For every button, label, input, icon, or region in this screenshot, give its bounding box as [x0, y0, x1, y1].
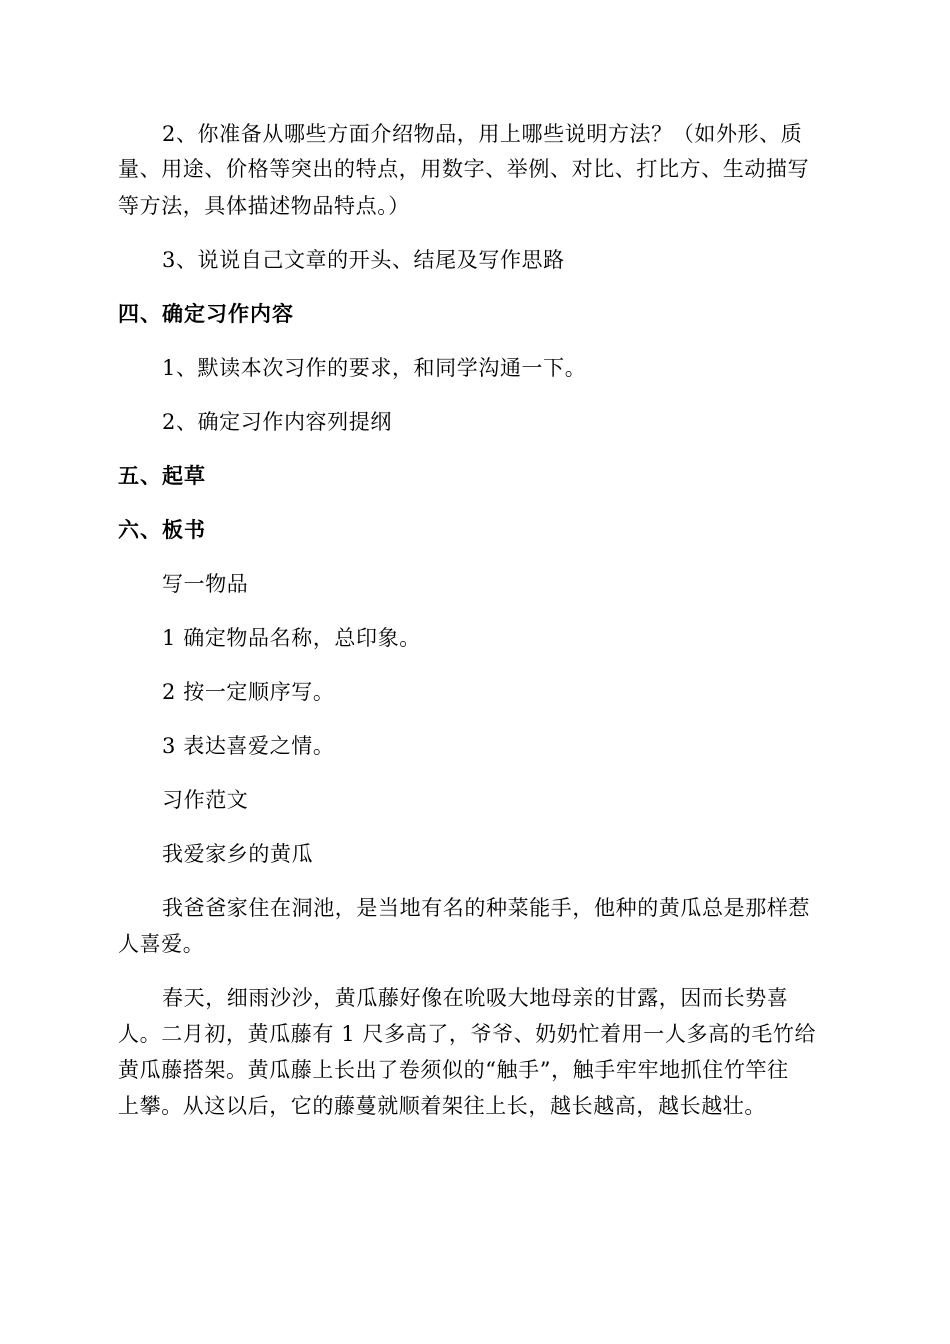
section-heading-4: 四、确定习作内容 [118, 302, 294, 326]
paragraph-question-2-line-3: 等方法，具体描述物品特点。） [118, 194, 410, 218]
paragraph-question-2-line-2: 量、用途、价格等突出的特点，用数字、举例、对比、打比方、生动描写 [118, 157, 810, 181]
essay-paragraph-2-line-1: 春天，细雨沙沙，黄瓜藤好像在吮吸大地母亲的甘露，因而长势喜 [162, 986, 789, 1010]
section-heading-6: 六、板书 [118, 518, 206, 542]
essay-paragraph-1-line-2: 人喜爱。 [118, 932, 205, 956]
board-point-2: 2 按一定顺序写。 [162, 680, 335, 704]
essay-paragraph-2-line-2: 人。二月初，黄瓜藤有 1 尺多高了，爷爷、奶奶忙着用一人多高的毛竹给 [118, 1022, 817, 1046]
essay-paragraph-2-line-4: 上攀。从这以后，它的藤蔓就顺着架往上长，越长越高，越长越壮。 [118, 1094, 766, 1118]
board-title: 写一物品 [162, 572, 249, 596]
sample-essay-label: 习作范文 [162, 788, 249, 812]
board-point-3: 3 表达喜爱之情。 [162, 734, 335, 758]
list-item-read-requirements: 1、默读本次习作的要求，和同学沟通一下。 [162, 356, 587, 380]
essay-paragraph-1-line-1: 我爸爸家住在洞池，是当地有名的种菜能手，他种的黄瓜总是那样惹 [162, 896, 810, 920]
section-heading-5: 五、起草 [118, 464, 206, 488]
board-point-1: 1 确定物品名称，总印象。 [162, 626, 421, 650]
essay-paragraph-2-line-3: 黄瓜藤搭架。黄瓜藤上长出了卷须似的“触手”，触手牢牢地抓住竹竿往 [118, 1058, 789, 1082]
list-item-outline: 2、确定习作内容列提纲 [162, 410, 392, 434]
paragraph-question-2-line-1: 2、你准备从哪些方面介绍物品，用上哪些说明方法？（如外形、质 [162, 122, 803, 146]
essay-title: 我爱家乡的黄瓜 [162, 842, 314, 866]
paragraph-question-3: 3、说说自己文章的开头、结尾及写作思路 [162, 248, 565, 272]
